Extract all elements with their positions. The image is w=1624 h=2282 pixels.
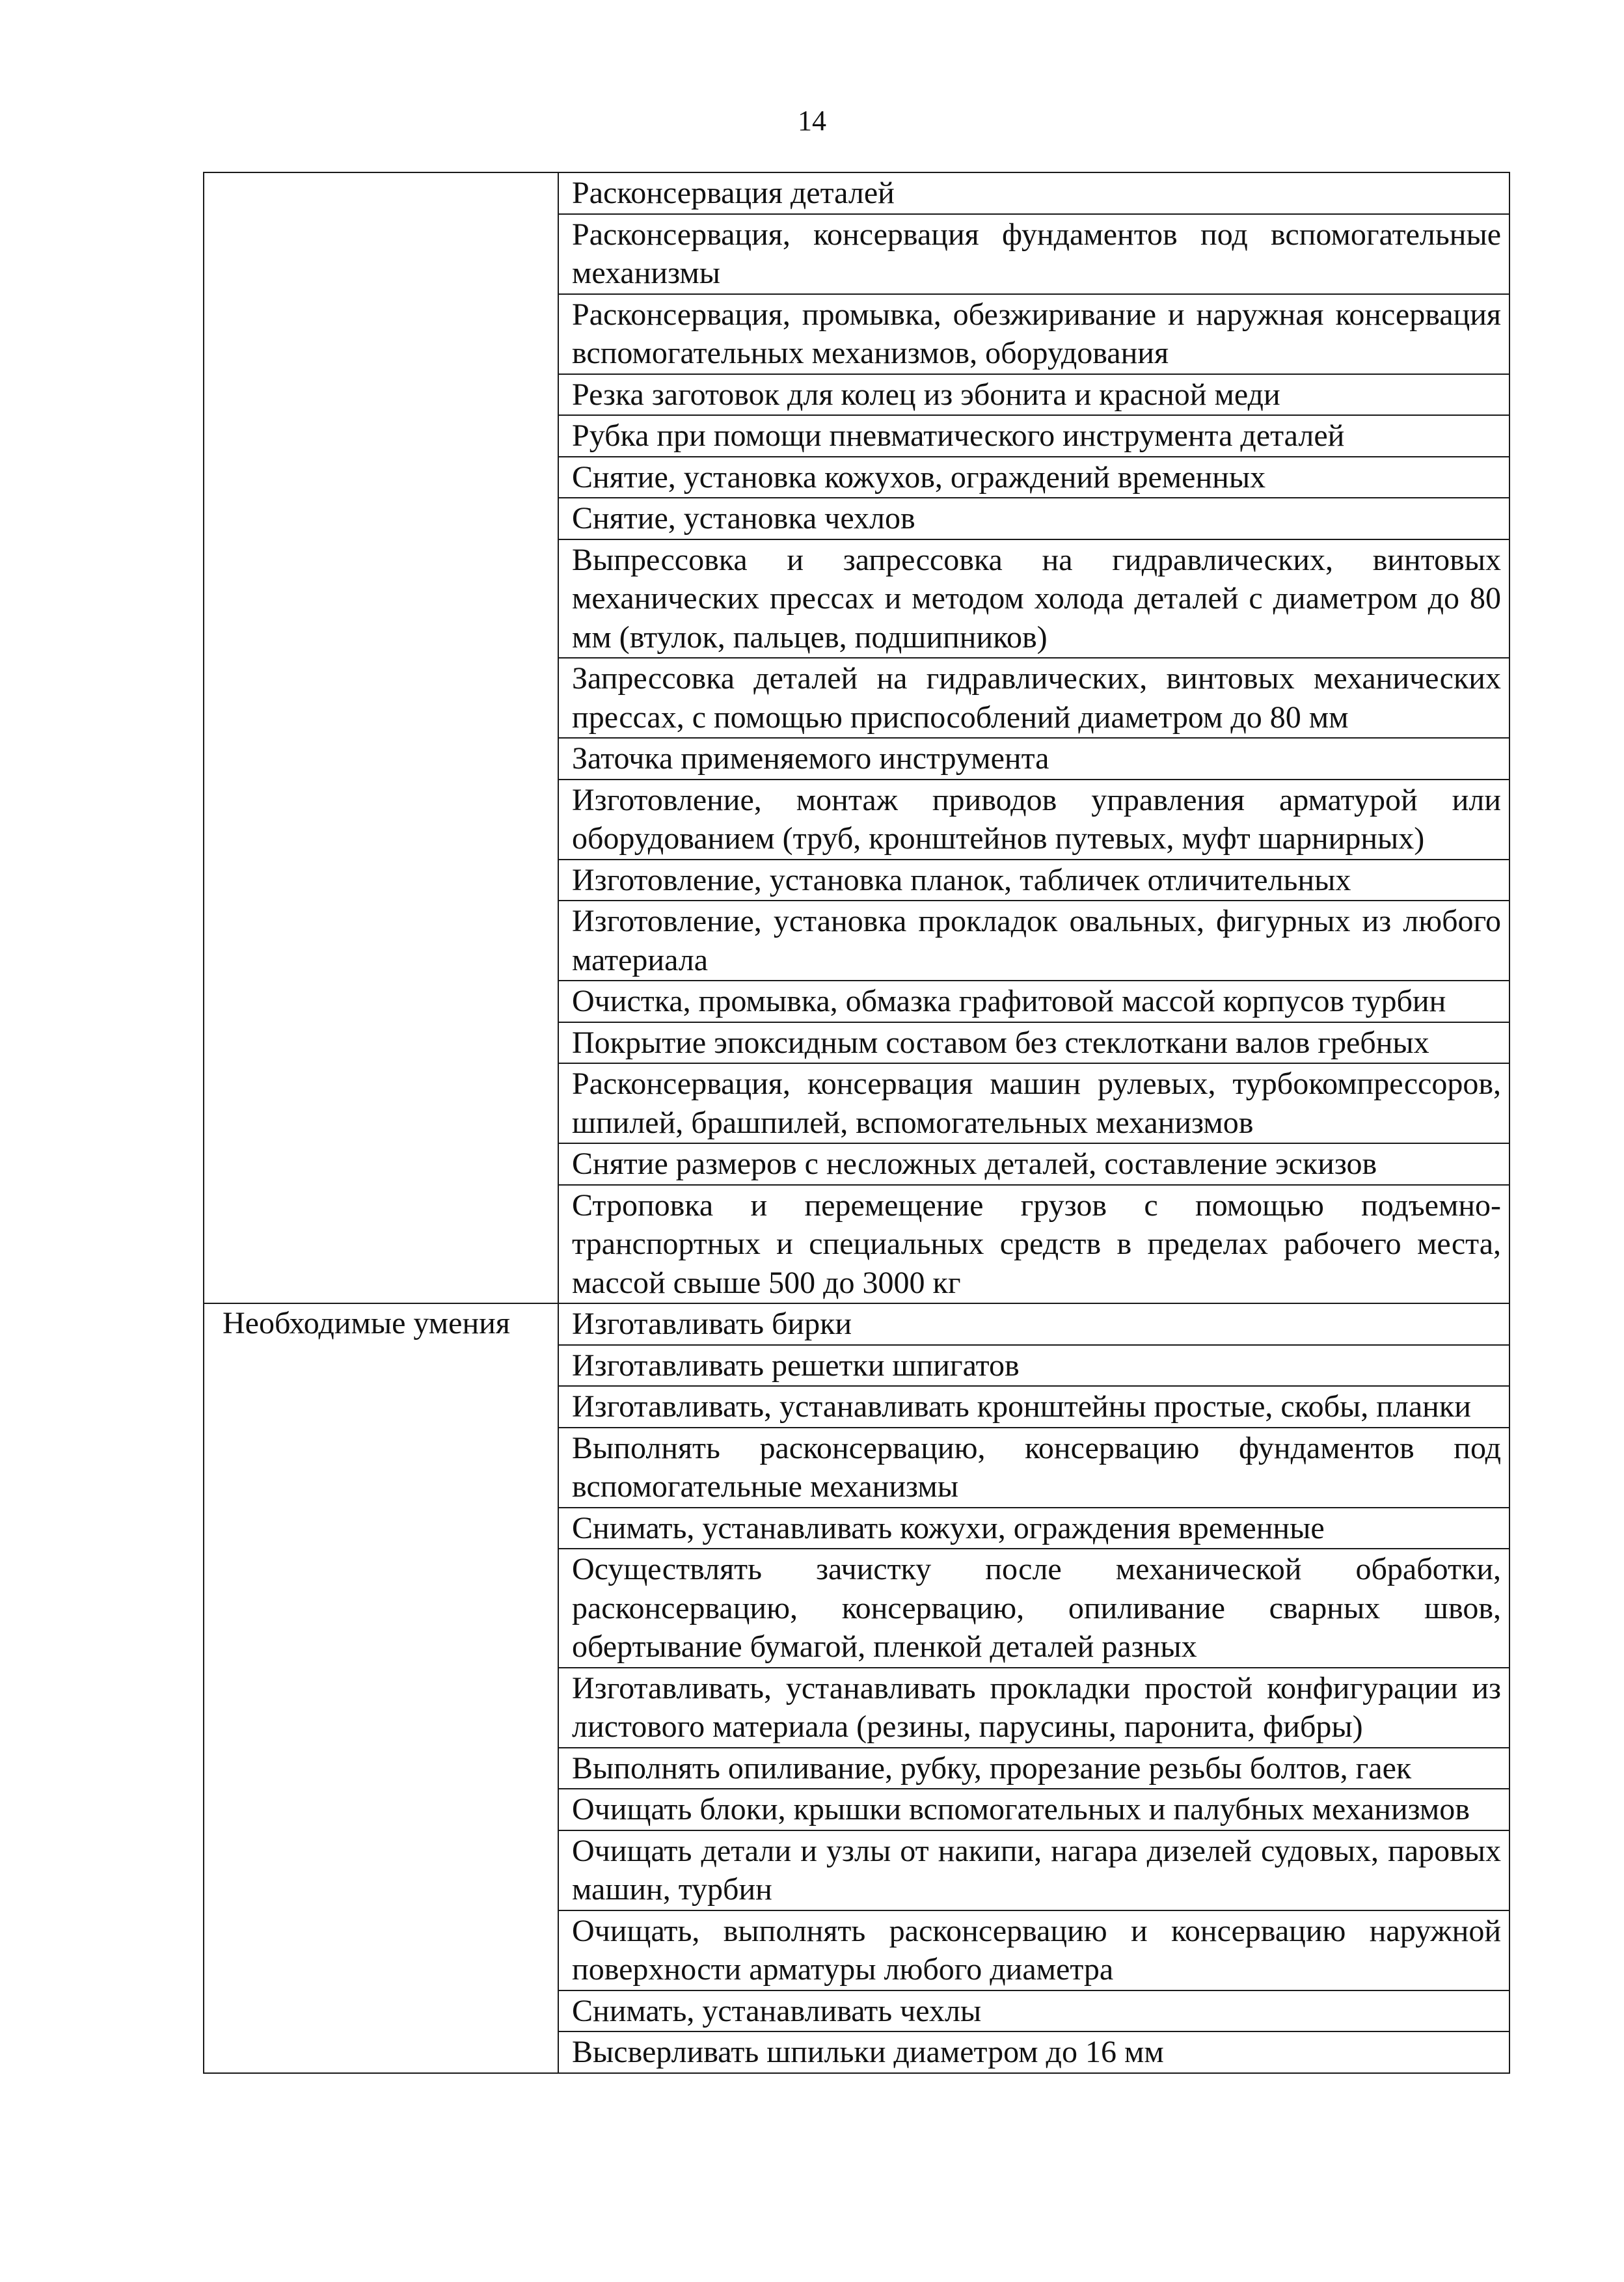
table-cell: Высверливать шпильки диаметром до 16 мм <box>558 2031 1509 2073</box>
table-cell: Снятие, установка кожухов, ограждений временных <box>558 457 1509 498</box>
section-1-label-cell <box>204 172 558 1303</box>
table-cell: Изготовление, монтаж приводов управления арматурой или оборудованием (труб, кронштейнов путевых, муфт шарнирных) <box>558 780 1509 860</box>
table-cell: Снятие, установка чехлов <box>558 498 1509 539</box>
table-cell: Изготовление, установка прокладок овальных, фигурных из любого материала <box>558 901 1509 981</box>
table-cell: Осуществлять зачистку после механической обработки, расконсервацию, консервацию, опиливание сварных швов, обертывание бумагой, пленкой деталей разных <box>558 1549 1509 1668</box>
table-cell: Снимать, устанавливать чехлы <box>558 1990 1509 2032</box>
table-cell: Очищать, выполнять расконсервацию и консервацию наружной поверхности арматуры любого диаметра <box>558 1910 1509 1990</box>
table-cell: Снимать, устанавливать кожухи, ограждения временные <box>558 1508 1509 1549</box>
table-cell: Запрессовка деталей на гидравлических, винтовых механических прессах, с помощью приспособлений диаметром до 80 мм <box>558 658 1509 738</box>
table-cell: Резка заготовок для колец из эбонита и красной меди <box>558 374 1509 416</box>
table-cell: Выполнять опиливание, рубку, прорезание резьбы болтов, гаек <box>558 1748 1509 1789</box>
table-cell: Изготовление, установка планок, табличек отличительных <box>558 860 1509 901</box>
table-cell: Расконсервация, консервация машин рулевых, турбокомпрессоров, шпилей, брашпилей, вспомогательных механизмов <box>558 1063 1509 1143</box>
section-2-label-cell: Необходимые умения <box>204 1303 558 2073</box>
table-cell: Очищать блоки, крышки вспомогательных и палубных механизмов <box>558 1789 1509 1830</box>
table-cell: Расконсервация деталей <box>558 172 1509 214</box>
page-number: 14 <box>798 105 826 137</box>
table-cell: Изготавливать, устанавливать кронштейны простые, скобы, планки <box>558 1386 1509 1428</box>
table-cell: Заточка применяемого инструмента <box>558 738 1509 780</box>
table-cell: Очистка, промывка, обмазка графитовой массой корпусов турбин <box>558 981 1509 1022</box>
table-cell: Очищать детали и узлы от накипи, нагара дизелей судовых, паровых машин, турбин <box>558 1830 1509 1910</box>
table-cell: Рубка при помощи пневматического инструмента деталей <box>558 415 1509 457</box>
table-cell: Строповка и перемещение грузов с помощью подъемно-транспортных и специальных средств в пределах рабочего места, массой свыше 500 до 3000 кг <box>558 1185 1509 1304</box>
table-cell: Выполнять расконсервацию, консервацию фундаментов под вспомогательные механизмы <box>558 1428 1509 1508</box>
table-cell: Снятие размеров с несложных деталей, составление эскизов <box>558 1143 1509 1185</box>
table-cell: Выпрессовка и запрессовка на гидравлических, винтовых механических прессах и методом холода деталей с диаметром до 80 мм (втулок, пальцев, подшипников) <box>558 539 1509 659</box>
table-cell: Покрытие эпоксидным составом без стеклоткани валов гребных <box>558 1022 1509 1064</box>
table-cell: Изготавливать бирки <box>558 1303 1509 1345</box>
table-cell: Изготавливать, устанавливать прокладки простой конфигурации из листового материала (резины, парусины, паронита, фибры) <box>558 1668 1509 1748</box>
requirements-table <box>203 172 1510 2074</box>
table-cell: Расконсервация, промывка, обезжиривание и наружная консервация вспомогательных механизмов, оборудования <box>558 294 1509 374</box>
table-cell: Изготавливать решетки шпигатов <box>558 1345 1509 1387</box>
table-cell: Расконсервация, консервация фундаментов под вспомогательные механизмы <box>558 214 1509 294</box>
table-row <box>204 172 1509 214</box>
table-row <box>204 1303 1509 1345</box>
